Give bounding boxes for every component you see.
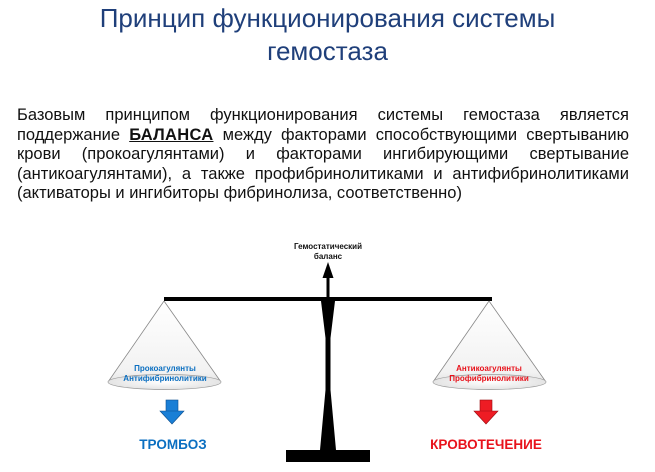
- balance-label-line-2: баланс: [313, 252, 343, 261]
- scale-base: [286, 450, 370, 462]
- outcome-bleeding: КРОВОТЕЧЕНИЕ: [430, 437, 542, 452]
- paragraph-text-after: между факторами способствующими свертыванию крови (прокоагулянтами) и факторами ингибирующими свертывание (антикоагулянтами), а также профибринолитиками и антифибринолитиками (активаторы и ингибиторы фибринолиза, соответственно): [17, 125, 629, 202]
- paragraph-emphasis: БАЛАНСА: [129, 125, 214, 144]
- scale-pillar: [320, 301, 336, 450]
- arrow-down-blue-icon: [160, 400, 184, 424]
- left-pan: [108, 301, 221, 390]
- title-line-2: гемостаза: [267, 36, 388, 66]
- title-line-1: Принцип функционирования системы: [99, 3, 556, 33]
- arrow-down-red-icon: [474, 400, 498, 424]
- left-pan-label-line-1: Прокоагулянты: [134, 364, 196, 373]
- paragraph-text-before: Базовым принципом функционирования системы гемостаза является поддержание: [17, 106, 629, 144]
- left-pan-label-line-2: Антифибринолитики: [123, 374, 207, 383]
- right-pan-label-line-1: Антикоагулянты: [456, 364, 522, 373]
- scale-beam: [164, 297, 492, 301]
- pointer-arrow-icon: [323, 262, 334, 298]
- outcome-thrombosis: ТРОМБОЗ: [139, 437, 207, 452]
- balance-label-line-1: Гемостатический: [294, 242, 362, 251]
- right-pan-label-line-2: Профибринолитики: [449, 374, 529, 383]
- right-pan: [433, 301, 546, 390]
